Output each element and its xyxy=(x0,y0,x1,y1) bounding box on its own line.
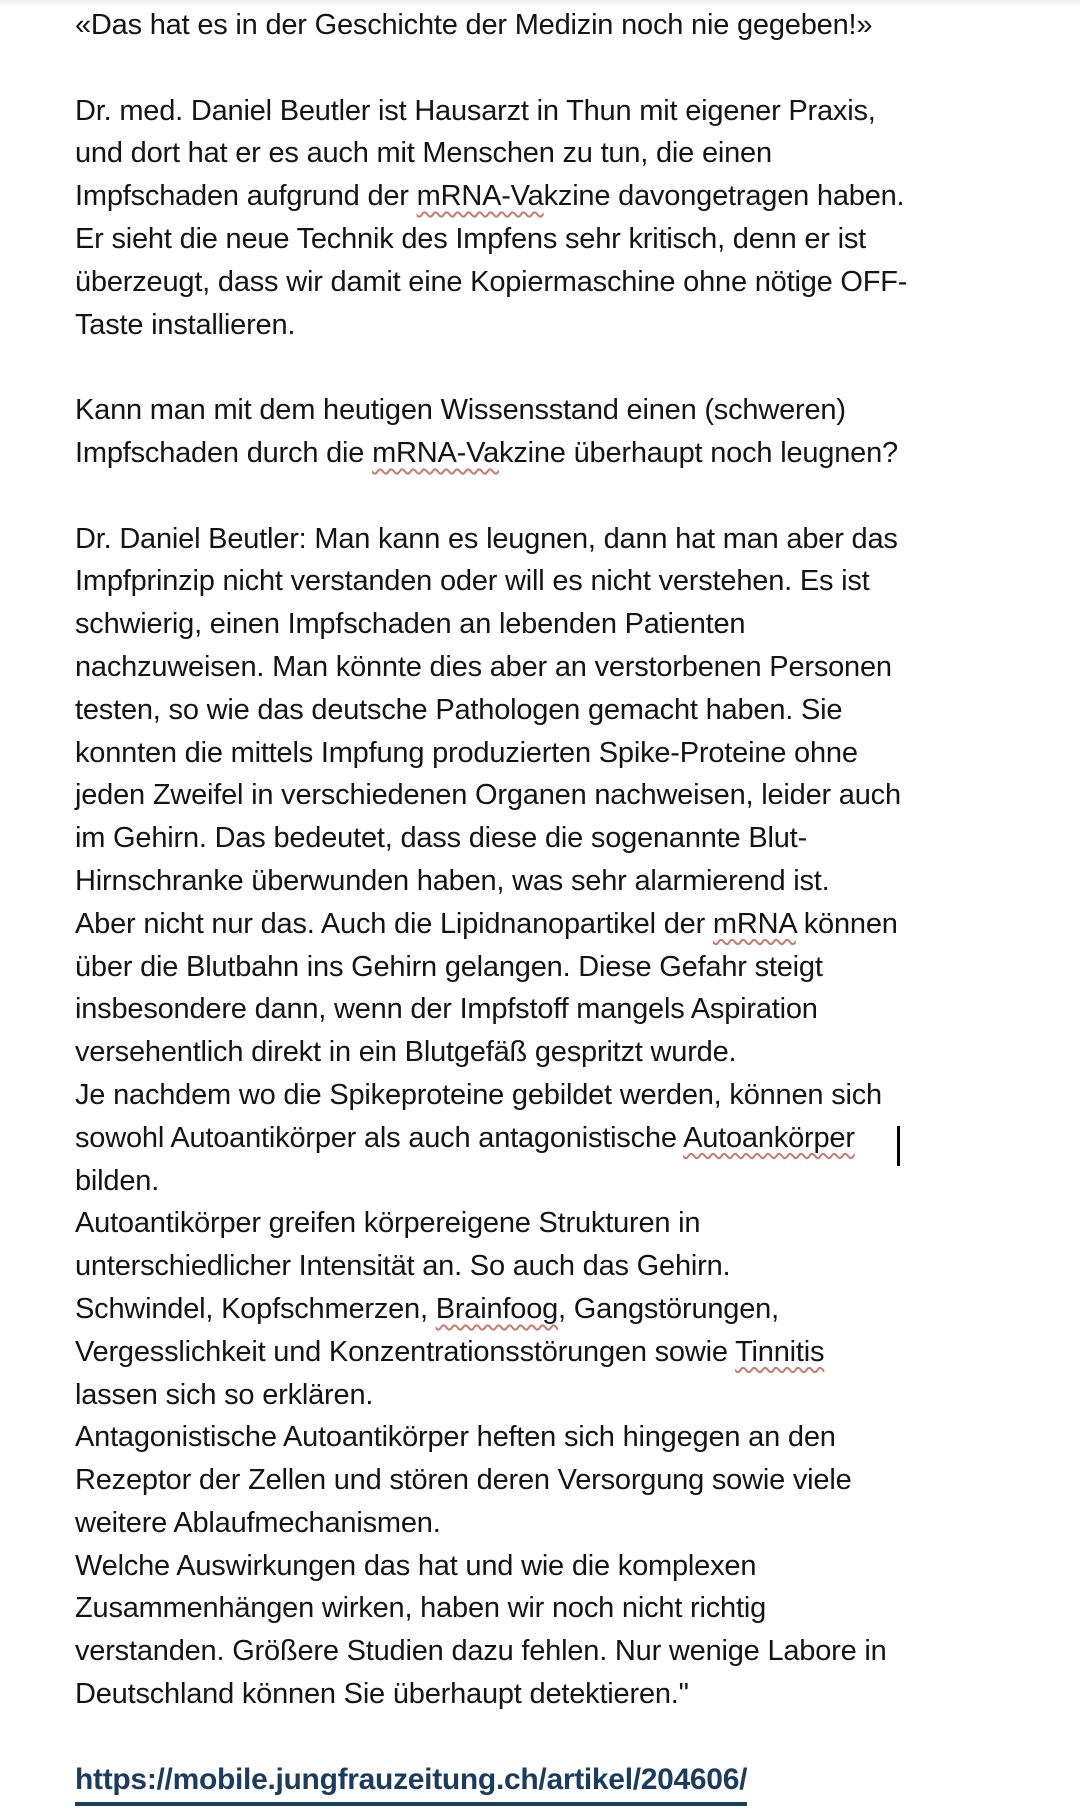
text-run: Dr. Daniel Beutler: Man kann es leugnen, dann hat man aber das xyxy=(75,522,898,555)
text-line xyxy=(75,1074,1055,1117)
document-page xyxy=(75,4,1055,1806)
text-run: Je nachdem wo die Spikeproteine gebildet werden, können sich xyxy=(75,1078,882,1111)
text-run: schwierig, einen Impfschaden an lebenden Patienten xyxy=(75,608,746,641)
text-line xyxy=(75,218,1055,261)
text-line xyxy=(75,432,1055,475)
text-run: Impfprinzip nicht verstanden oder will es nicht verstehen. Es ist xyxy=(75,565,870,598)
text-run: verstanden. Größere Studien dazu fehlen. Nur wenige Labore in xyxy=(75,1635,887,1668)
text-run: weitere Ablaufmechanismen. xyxy=(75,1506,441,1539)
text-run: sowohl Autoantikörper als auch antagonistische xyxy=(75,1121,684,1154)
text-run: kzine davongetragen haben. xyxy=(543,180,905,213)
text-run: unterschiedlicher Intensität an. So auch das Gehirn. xyxy=(75,1250,731,1283)
text-run: testen, so wie das deutsche Pathologen gemacht haben. Sie xyxy=(75,693,843,726)
text-line xyxy=(75,518,1055,561)
text-line xyxy=(75,389,1055,432)
text-line xyxy=(75,560,1055,603)
misspelled-word: Autoankörper xyxy=(683,1121,855,1154)
text-line xyxy=(75,90,1055,133)
text-line xyxy=(75,132,1055,175)
text-line xyxy=(75,946,1055,989)
text-run: nachzuweisen. Man könnte dies aber an verstorbenen Personen xyxy=(75,650,892,683)
text-run: Hirnschranke überwunden haben, was sehr alarmierend ist. xyxy=(75,864,830,897)
text-run: lassen sich so erklären. xyxy=(75,1378,374,1411)
paragraph-intro xyxy=(75,90,1055,347)
text-line xyxy=(75,689,1055,732)
text-run: und dort hat er es auch mit Menschen zu tun, die einen xyxy=(75,137,772,170)
text-run: Dr. med. Daniel Beutler ist Hausarzt in Thun mit eigener Praxis, xyxy=(75,94,876,127)
text-line xyxy=(75,903,1055,946)
text-run: versehentlich direkt in ein Blutgefäß gespritzt wurde. xyxy=(75,1036,737,1069)
text-line xyxy=(75,1202,1055,1245)
text-line xyxy=(75,175,1055,218)
text-line xyxy=(75,1630,1055,1673)
text-run: jeden Zweifel in verschiedenen Organen nachweisen, leider auch xyxy=(75,779,901,812)
text-run: , Gangstörungen, xyxy=(558,1292,779,1325)
text-line xyxy=(75,860,1055,903)
text-run: Autoantikörper greifen körpereigene Strukturen in xyxy=(75,1207,701,1240)
text-line xyxy=(75,1288,1055,1331)
text-run: überzeugt, dass wir damit eine Kopiermaschine ohne nötige OFF- xyxy=(75,265,908,298)
text-line xyxy=(75,1502,1055,1545)
text-line xyxy=(75,1160,1055,1203)
text-run: Welche Auswirkungen das hat und wie die komplexen xyxy=(75,1549,757,1582)
text-run: Antagonistische Autoantikörper heften sich hingegen an den xyxy=(75,1421,836,1454)
paragraph-answer xyxy=(75,518,1055,1716)
text-run: über die Blutbahn ins Gehirn gelangen. Diese Gefahr steigt xyxy=(75,950,823,983)
text-cursor-caret xyxy=(897,1126,900,1166)
text-line xyxy=(75,1331,1055,1374)
paragraph-question xyxy=(75,389,1055,475)
text-line xyxy=(75,774,1055,817)
text-line xyxy=(75,732,1055,775)
misspelled-word: mRNA xyxy=(712,907,796,940)
text-run: Deutschland können Sie überhaupt detektieren." xyxy=(75,1678,689,1711)
text-run: bilden. xyxy=(75,1164,160,1197)
misspelled-word: mRNA-Va xyxy=(372,436,500,469)
document-title: «Das hat es in der Geschichte der Medizin noch nie gegeben!» xyxy=(75,9,873,41)
text-line xyxy=(75,1245,1055,1288)
text-line xyxy=(75,988,1055,1031)
misspelled-word: Brainfoog xyxy=(435,1292,559,1325)
article-source-link[interactable]: https://mobile.jungfrauzeitung.ch/artikel/204606/ xyxy=(75,1759,747,1807)
text-line xyxy=(75,646,1055,689)
text-line xyxy=(75,1545,1055,1588)
text-line xyxy=(75,261,1055,304)
text-line xyxy=(75,1459,1055,1502)
document-body xyxy=(75,90,1055,1716)
text-line xyxy=(75,603,1055,646)
text-run: Taste installieren. xyxy=(75,308,296,341)
source-link-row xyxy=(75,1759,1055,1807)
text-line xyxy=(75,1673,1055,1716)
text-run: Er sieht die neue Technik des Impfens sehr kritisch, denn er ist xyxy=(75,222,867,255)
misspelled-word: mRNA-Va xyxy=(416,180,544,213)
text-run: kzine überhaupt noch leugnen? xyxy=(499,436,898,469)
text-line xyxy=(75,817,1055,860)
text-run: im Gehirn. Das bedeutet, dass diese die sogenannte Blut- xyxy=(75,822,807,855)
text-line xyxy=(75,1031,1055,1074)
misspelled-word: Tinnitis xyxy=(735,1335,825,1368)
text-line xyxy=(75,1374,1055,1417)
text-line xyxy=(75,304,1055,347)
text-run: Vergesslichkeit und Konzentrationsstörungen sowie xyxy=(75,1335,736,1368)
text-line xyxy=(75,1587,1055,1630)
text-run: konnten die mittels Impfung produzierten Spike-Proteine ohne xyxy=(75,736,858,769)
text-run: Zusammenhängen wirken, haben wir noch nicht richtig xyxy=(75,1592,766,1625)
text-run: insbesondere dann, wenn der Impfstoff mangels Aspiration xyxy=(75,993,818,1026)
text-line xyxy=(75,1416,1055,1459)
text-line xyxy=(75,1117,1055,1160)
text-run: Rezeptor der Zellen und stören deren Versorgung sowie viele xyxy=(75,1464,852,1497)
text-run: Aber nicht nur das. Auch die Lipidnanopartikel der xyxy=(75,907,713,940)
text-run: Impfschaden aufgrund der xyxy=(75,180,417,213)
text-run: Schwindel, Kopfschmerzen, xyxy=(75,1292,436,1325)
text-run: können xyxy=(795,907,898,940)
text-run: Impfschaden durch die xyxy=(75,436,373,469)
text-run: Kann man mit dem heutigen Wissensstand einen (schweren) xyxy=(75,394,846,427)
